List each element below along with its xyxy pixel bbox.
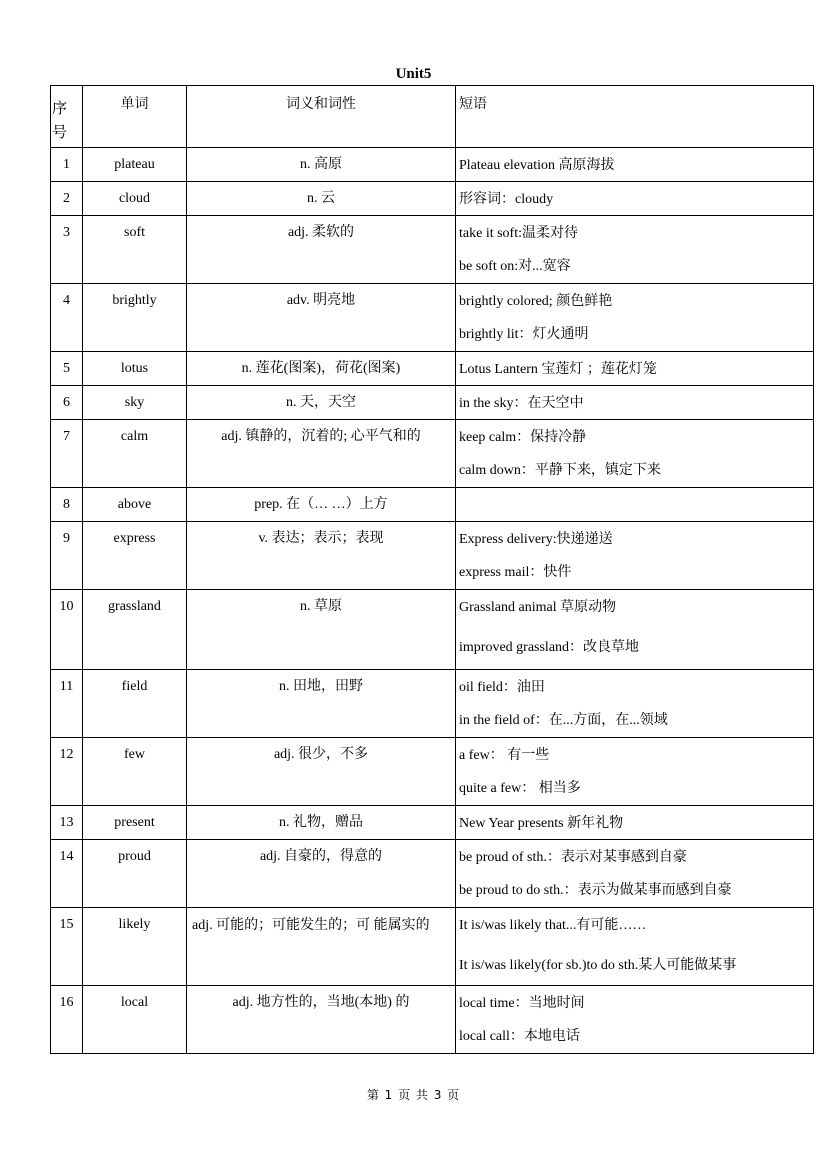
row-meaning-text: adj. 镇静的，沉着的; 心平气和的 [221,429,421,444]
row-word-text: lotus [120,361,149,376]
row-meaning-text: n. 草原 [300,599,342,614]
row-number [51,420,83,488]
row-meaning [187,148,456,182]
row-number-text: 12 [59,747,74,762]
phrase-item: Lotus Lantern 宝莲灯 ；莲花灯笼 [459,362,657,377]
row-meaning [187,840,456,908]
row-word-text: brightly [112,293,157,308]
table-row [51,148,814,182]
row-number [51,182,83,216]
phrase-item: It is/was likely(for sb.)to do sth.某人可能做某事 [459,958,737,973]
row-meaning-text: adj. 可能的；可能发生的；可 能属实的 [192,918,430,933]
header-word [83,86,187,148]
row-number-text: 1 [63,157,70,172]
phrase-item: 形容词：cloudy [459,192,554,207]
row-phrases [456,386,814,420]
header-meaning-label: 词义和词性 [286,96,356,112]
row-phrases [456,488,814,522]
row-number-text: 16 [59,995,74,1010]
row-meaning [187,806,456,840]
row-number-text: 2 [63,191,70,206]
row-meaning [187,986,456,1054]
row-number [51,488,83,522]
row-meaning [187,908,456,986]
phrase-item: local time：当地时间 [459,996,585,1011]
page-title: Unit5 [395,66,432,82]
table-row [51,386,814,420]
row-word [83,908,187,986]
row-word-text: sky [124,395,145,410]
row-meaning-text: adv. 明亮地 [286,293,356,308]
row-word-text: proud [118,849,151,864]
row-meaning [187,420,456,488]
row-word-text: soft [124,225,145,240]
row-word-text: grassland [108,599,161,614]
row-word-text: express [113,531,156,546]
row-meaning [187,670,456,738]
row-word [83,284,187,352]
row-number [51,670,83,738]
row-phrases [456,216,814,284]
phrase-item: a few： 有一些 [459,748,550,763]
row-phrases [456,148,814,182]
row-meaning-text: adj. 柔软的 [287,225,355,240]
row-word [83,738,187,806]
row-word [83,148,187,182]
row-phrases [456,352,814,386]
row-meaning-text: n. 高原 [300,157,342,172]
table-row [51,590,814,670]
row-phrases [456,806,814,840]
table-row [51,806,814,840]
row-number-text: 3 [63,225,70,240]
table-row [51,488,814,522]
phrase-item: oil field：油田 [459,680,545,695]
row-number [51,284,83,352]
row-meaning-text: prep. 在（… …）上方 [254,497,388,512]
phrase-item: improved grassland：改良草地 [459,640,640,655]
row-meaning [187,488,456,522]
row-phrases [456,590,814,670]
row-word-text: cloud [118,191,151,206]
vocabulary-table [50,85,814,1054]
row-number [51,352,83,386]
row-number [51,590,83,670]
phrase-item: be proud to do sth.：表示为做某事而感到自豪 [459,883,732,898]
row-phrases [456,670,814,738]
row-word [83,420,187,488]
row-number [51,908,83,986]
table-row [51,840,814,908]
row-meaning [187,522,456,590]
phrase-item: in the field of：在...方面，在...领域 [459,713,668,728]
row-number [51,840,83,908]
phrase-item: Express delivery:快递递送 [459,532,613,547]
row-word [83,522,187,590]
phrase-item: quite a few： 相当多 [459,781,581,796]
row-meaning-text: n. 礼物，赠品 [279,815,363,830]
row-meaning [187,284,456,352]
header-word-label: 单词 [120,96,149,112]
row-number-text: 15 [59,917,74,932]
row-meaning-text: adj. 自豪的，得意的 [259,849,383,864]
row-meaning [187,590,456,670]
row-meaning [187,386,456,420]
row-word [83,840,187,908]
row-number [51,806,83,840]
row-phrases [456,840,814,908]
phrase-item: New Year presents 新年礼物 [459,816,624,831]
table-row [51,216,814,284]
table-row [51,908,814,986]
row-meaning [187,738,456,806]
table-row [51,738,814,806]
table-row [51,284,814,352]
phrase-item: brightly lit：灯火通明 [459,327,589,342]
phrase-item: be proud of sth.：表示对某事感到自豪 [459,850,687,865]
header-phrase [456,86,814,148]
row-meaning [187,352,456,386]
table-row [51,420,814,488]
table-row [51,182,814,216]
row-number-text: 4 [63,293,70,308]
row-word [83,670,187,738]
row-word-text: local [120,995,149,1010]
row-number-text: 11 [59,679,74,694]
header-phrase-label: 短语 [459,96,487,112]
row-phrases [456,420,814,488]
row-meaning-text: adj. 很少，不多 [273,747,369,762]
phrase-item: keep calm：保持冷静 [459,430,587,445]
row-number-text: 6 [63,395,70,410]
row-word [83,386,187,420]
row-word-text: present [114,815,155,830]
row-word [83,216,187,284]
row-word-text: field [121,679,148,694]
row-number-text: 9 [63,531,70,546]
phrase-item: calm down：平静下来，镇定下来 [459,463,661,478]
row-number-text: 8 [63,497,70,512]
row-number [51,738,83,806]
row-meaning [187,216,456,284]
row-number [51,522,83,590]
row-meaning-text: n. 天，天空 [286,395,356,410]
table-row [51,522,814,590]
row-meaning-text: adj. 地方性的，当地(本地) 的 [232,995,410,1010]
row-word-text: few [124,747,145,762]
row-word [83,182,187,216]
row-number [51,148,83,182]
row-number-text: 10 [59,599,74,614]
phrase-item: take it soft:温柔对待 [459,226,578,241]
row-phrases [456,284,814,352]
phrase-item: express mail：快件 [459,565,572,580]
row-meaning-text: n. 云 [307,191,335,206]
row-word [83,986,187,1054]
row-phrases [456,908,814,986]
header-num-label: 序号 [52,99,68,141]
row-word-text: likely [118,917,151,932]
row-phrases [456,738,814,806]
header-meaning [187,86,456,148]
row-phrases [456,182,814,216]
phrase-item: local call：本地电话 [459,1029,580,1044]
phrase-item: be soft on:对...宽容 [459,259,571,274]
row-number [51,216,83,284]
phrase-item: It is/was likely that...有可能…… [459,918,647,933]
row-word [83,488,187,522]
page-footer: 第 1 页 共 3 页 [366,1088,461,1102]
row-word-text: above [117,497,152,512]
row-meaning-text: n. 田地，田野 [279,679,363,694]
row-word [83,590,187,670]
row-meaning-text: v. 表达；表示；表现 [258,531,384,546]
phrase-item: Grassland animal 草原动物 [459,600,617,615]
table-header-row [51,86,814,148]
row-phrases [456,986,814,1054]
row-word [83,806,187,840]
row-number [51,986,83,1054]
row-phrases [456,522,814,590]
row-meaning-text: n. 莲花(图案)，荷花(图案) [241,361,401,376]
row-meaning [187,182,456,216]
phrase-item: in the sky：在天空中 [459,396,584,411]
table-row [51,670,814,738]
table-row [51,986,814,1054]
header-num [51,86,83,148]
table-row [51,352,814,386]
row-number-text: 7 [63,429,70,444]
row-number [51,386,83,420]
phrase-item: Plateau elevation 高原海拔 [459,158,615,173]
row-number-text: 14 [59,849,74,864]
row-number-text: 13 [59,815,74,830]
phrase-item: brightly colored; 颜色鲜艳 [459,294,613,309]
row-word-text: plateau [114,157,155,172]
row-word [83,352,187,386]
row-number-text: 5 [63,361,70,376]
row-word-text: calm [120,429,149,444]
